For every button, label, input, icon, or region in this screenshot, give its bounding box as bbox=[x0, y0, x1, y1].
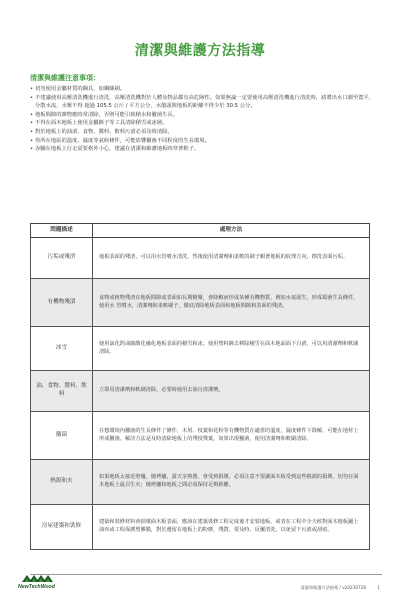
note-item: • 地板間隙的雜物應時常清除，否則可能引致積水和黴菌生長。 bbox=[30, 111, 375, 120]
table-row bbox=[31, 505, 370, 550]
notes-list bbox=[30, 85, 375, 154]
note-item: • 切勿使用金屬材質的鋼具，如鋼絲刷。 bbox=[30, 85, 375, 94]
issue-cell: 房屋建築和裝修 bbox=[31, 505, 93, 550]
table-row bbox=[31, 238, 370, 279]
notes-heading: 清潔與維護注意事項： bbox=[30, 74, 100, 82]
note-item: • 你所在地區的溫度、濕度等氣候條件，可能影響黴菌不同程度的生長環境。 bbox=[30, 137, 375, 146]
method-cell: 使用氯化鈣或碳酸化融化地板表面的積雪和冰。使用塑料鏟去移除積雪在面木地面面下白漬，可以用清潔劑和軟刷清除。 bbox=[93, 327, 370, 371]
issue-cell: 污垢或殘渣 bbox=[31, 238, 93, 279]
table-row bbox=[31, 460, 370, 505]
issue-cell: 有機物殘漬 bbox=[31, 279, 93, 327]
table-row bbox=[31, 412, 370, 460]
table-row bbox=[31, 327, 370, 371]
table-row bbox=[31, 371, 370, 412]
header-method: 處理方法 bbox=[93, 224, 370, 238]
method-cell: 建築和裝修材料會損壞面木板表面，應該在建築裝修工程完成後才安裝地板。或者在工程中全天候對面木地板鋪上油布或工程保護塑膠膜，對於遺留在地板上的粉塵，殘質，要及時、反覆清洗，以免留下污漬或刮痕。 bbox=[93, 505, 370, 550]
note-item: • 不建議使用高壓清洗機進行清洗，高壓清洗機對於人體及物品都有高危險性。如果無論一定要使用高壓清洗機進行清洗時，請將出水口調至寬平，分散水流，水壓不得 超過 105.5 公斤 / 平方公分，水龍頭與地板的距離不得少於 30.5 公分。 bbox=[30, 94, 375, 111]
method-cell: 地板表面的殘渣，可以用水管噴水清洗，然後使用清潔劑和柔軟的刷子順著地板的紋理方向，擦洗表面污垢。 bbox=[93, 238, 370, 279]
issue-cell: 冰雪 bbox=[31, 327, 93, 371]
care-table bbox=[30, 223, 370, 550]
issue-cell: 黴菌 bbox=[31, 412, 93, 460]
logo-text: NewTechWood bbox=[18, 584, 55, 590]
page-number: 1 bbox=[377, 585, 380, 590]
footer-divider bbox=[30, 574, 382, 575]
table-header-row bbox=[31, 224, 370, 238]
method-cell: 如果地板太接近壁爐，燒烤爐，露天享熱器，會受到損壞，必須注意不要讓面木板受到這些熱源的損壞。切勿在面木地板上最召生火；燒烤爐和地板之間必須保持足夠距離。 bbox=[93, 460, 370, 505]
footer-doc-info: 清潔和維護方法指導 / v20230728 bbox=[300, 585, 366, 590]
method-cell: 在想環境內黴菌的生長條件了條件，木屑、枝葉和花粉等有機物質在適當的溫度，濕度條件下降解，可能在地材上形成黴菌。解決方法是及時清除地板上的殘枝殘葉，如果出現黴菌，使用清潔劑和軟刷清除。 bbox=[93, 412, 370, 460]
page-title: 清潔與維護方法指導 bbox=[134, 43, 266, 59]
issue-cell: 油、食物、醬料、飲料 bbox=[31, 371, 93, 412]
issue-cell: 熱源和火 bbox=[31, 460, 93, 505]
note-item: • 不得在面木地板上使用金屬鏟子等工具清除積雪或冰層。 bbox=[30, 119, 375, 128]
method-cell: 立即用清潔劑和軟刷清除，必要時使用去油污清潔劑。 bbox=[93, 371, 370, 412]
note-item: • 赤腳在地板上行走需要格外小心，建議在清潔和維護地板時穿著鞋子。 bbox=[30, 145, 375, 154]
method-cell: 食物或植物殘渣在地板間隙或表面如長期積聚，會降解而形成某種有機物質，例如水氣滋生，形成霉菌生長條件。使用水 管噴水，清潔劑和柔軟刷子，徹底清除地板表面和地板間隙和表面的殘渣。 bbox=[93, 279, 370, 327]
header-issue: 問題描述 bbox=[31, 224, 93, 238]
table-row bbox=[31, 279, 370, 327]
note-item: • 對於地板上的油漬、食物、醬料、飲料污漬必須及時清除。 bbox=[30, 128, 375, 137]
